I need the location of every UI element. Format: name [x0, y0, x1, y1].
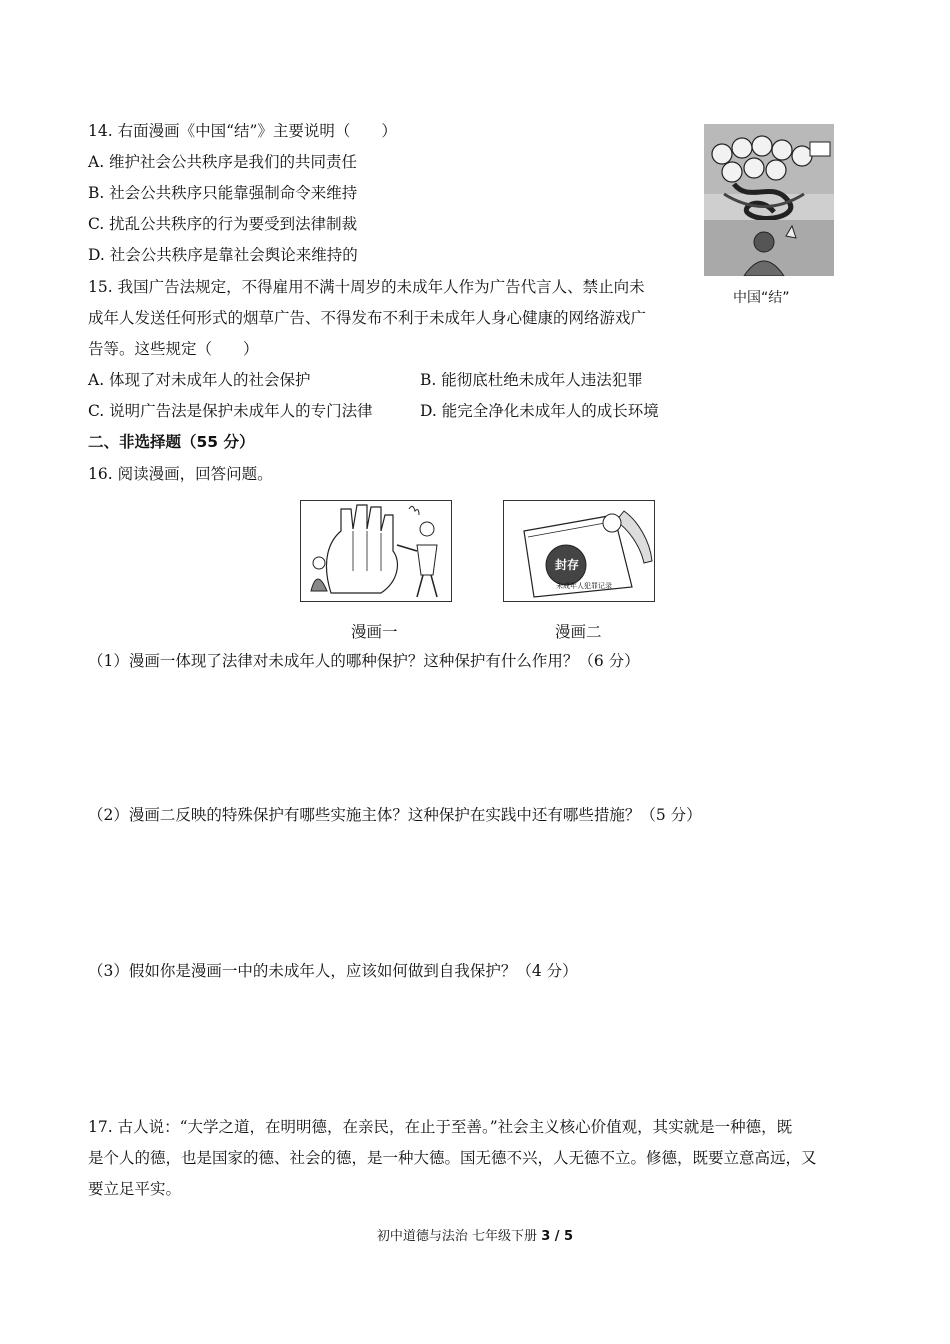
q15-option-c: C. 说明广告法是保护未成年人的专门法律 — [88, 402, 373, 420]
q14-image-caption: 中国“结” — [733, 290, 790, 306]
q14-option-b: B. 社会公共秩序只能靠强制命令来维持 — [88, 184, 358, 202]
china-knot-cartoon-icon — [704, 124, 834, 276]
section-title: 二、非选择题（55 分） — [88, 433, 255, 451]
cartoon-two-stamp-text: 封存 — [554, 558, 579, 572]
q15-option-d: D. 能完全净化未成年人的成长环境 — [420, 402, 659, 420]
protective-hand-cartoon-icon — [301, 501, 451, 601]
cartoon-two-image — [503, 500, 655, 602]
cartoon-one-caption: 漫画一 — [351, 623, 398, 641]
q16-sub-question-3: （3）假如你是漫画一中的未成年人，应该如何做到自我保护？（4 分） — [88, 962, 578, 980]
q15-stem-line-2: 成年人发送任何形式的烟草广告、不得发布不利于未成年人身心健康的网络游戏广 — [88, 309, 647, 327]
q17-line-2: 是个人的德，也是国家的德、社会的德，是一种大德。国无德不兴，人无德不立。修德，既要立意高远，又 — [88, 1149, 817, 1167]
cartoon-one-image — [300, 500, 452, 602]
page-footer — [0, 1225, 950, 1244]
q17-line-1: 17. 古人说：“大学之道，在明明德，在亲民，在止于至善。”社会主义核心价值观，其实就是一种德，既 — [88, 1118, 793, 1136]
q14-option-a: A. 维护社会公共秩序是我们的共同责任 — [88, 153, 358, 171]
q16-sub-question-2: （2）漫画二反映的特殊保护有哪些实施主体？这种保护在实践中还有哪些措施？（5 分） — [88, 806, 702, 824]
q15-stem-line-3: 告等。这些规定（ ） — [88, 340, 259, 358]
q14-cartoon-image — [704, 124, 834, 276]
footer-course: 初中道德与法治 七年级下册 — [376, 1229, 542, 1244]
q15-option-a: A. 体现了对未成年人的社会保护 — [88, 371, 311, 389]
q14-option-d: D. 社会公共秩序是靠社会舆论来维持的 — [88, 246, 358, 264]
footer-page-number: 3 / 5 — [541, 1229, 574, 1244]
q14-option-c: C. 扰乱公共秩序的行为要受到法律制裁 — [88, 215, 358, 233]
q16-stem: 16. 阅读漫画，回答问题。 — [88, 465, 273, 483]
cartoon-two-caption: 漫画二 — [555, 623, 602, 641]
cartoon-two-book-title: 未成年人犯罪记录 — [556, 582, 612, 590]
q15-stem-line-1: 15. 我国广告法规定，不得雇用不满十周岁的未成年人作为广告代言人、禁止向未 — [88, 278, 645, 296]
q15-option-b: B. 能彻底杜绝未成年人违法犯罪 — [420, 371, 643, 389]
q17-line-3: 要立足平实。 — [88, 1180, 182, 1198]
q16-sub-question-1: （1）漫画一体现了法律对未成年人的哪种保护？这种保护有什么作用？（6 分） — [88, 652, 640, 670]
q14-stem: 14. 右面漫画《中国“结”》主要说明（ ） — [88, 122, 397, 140]
